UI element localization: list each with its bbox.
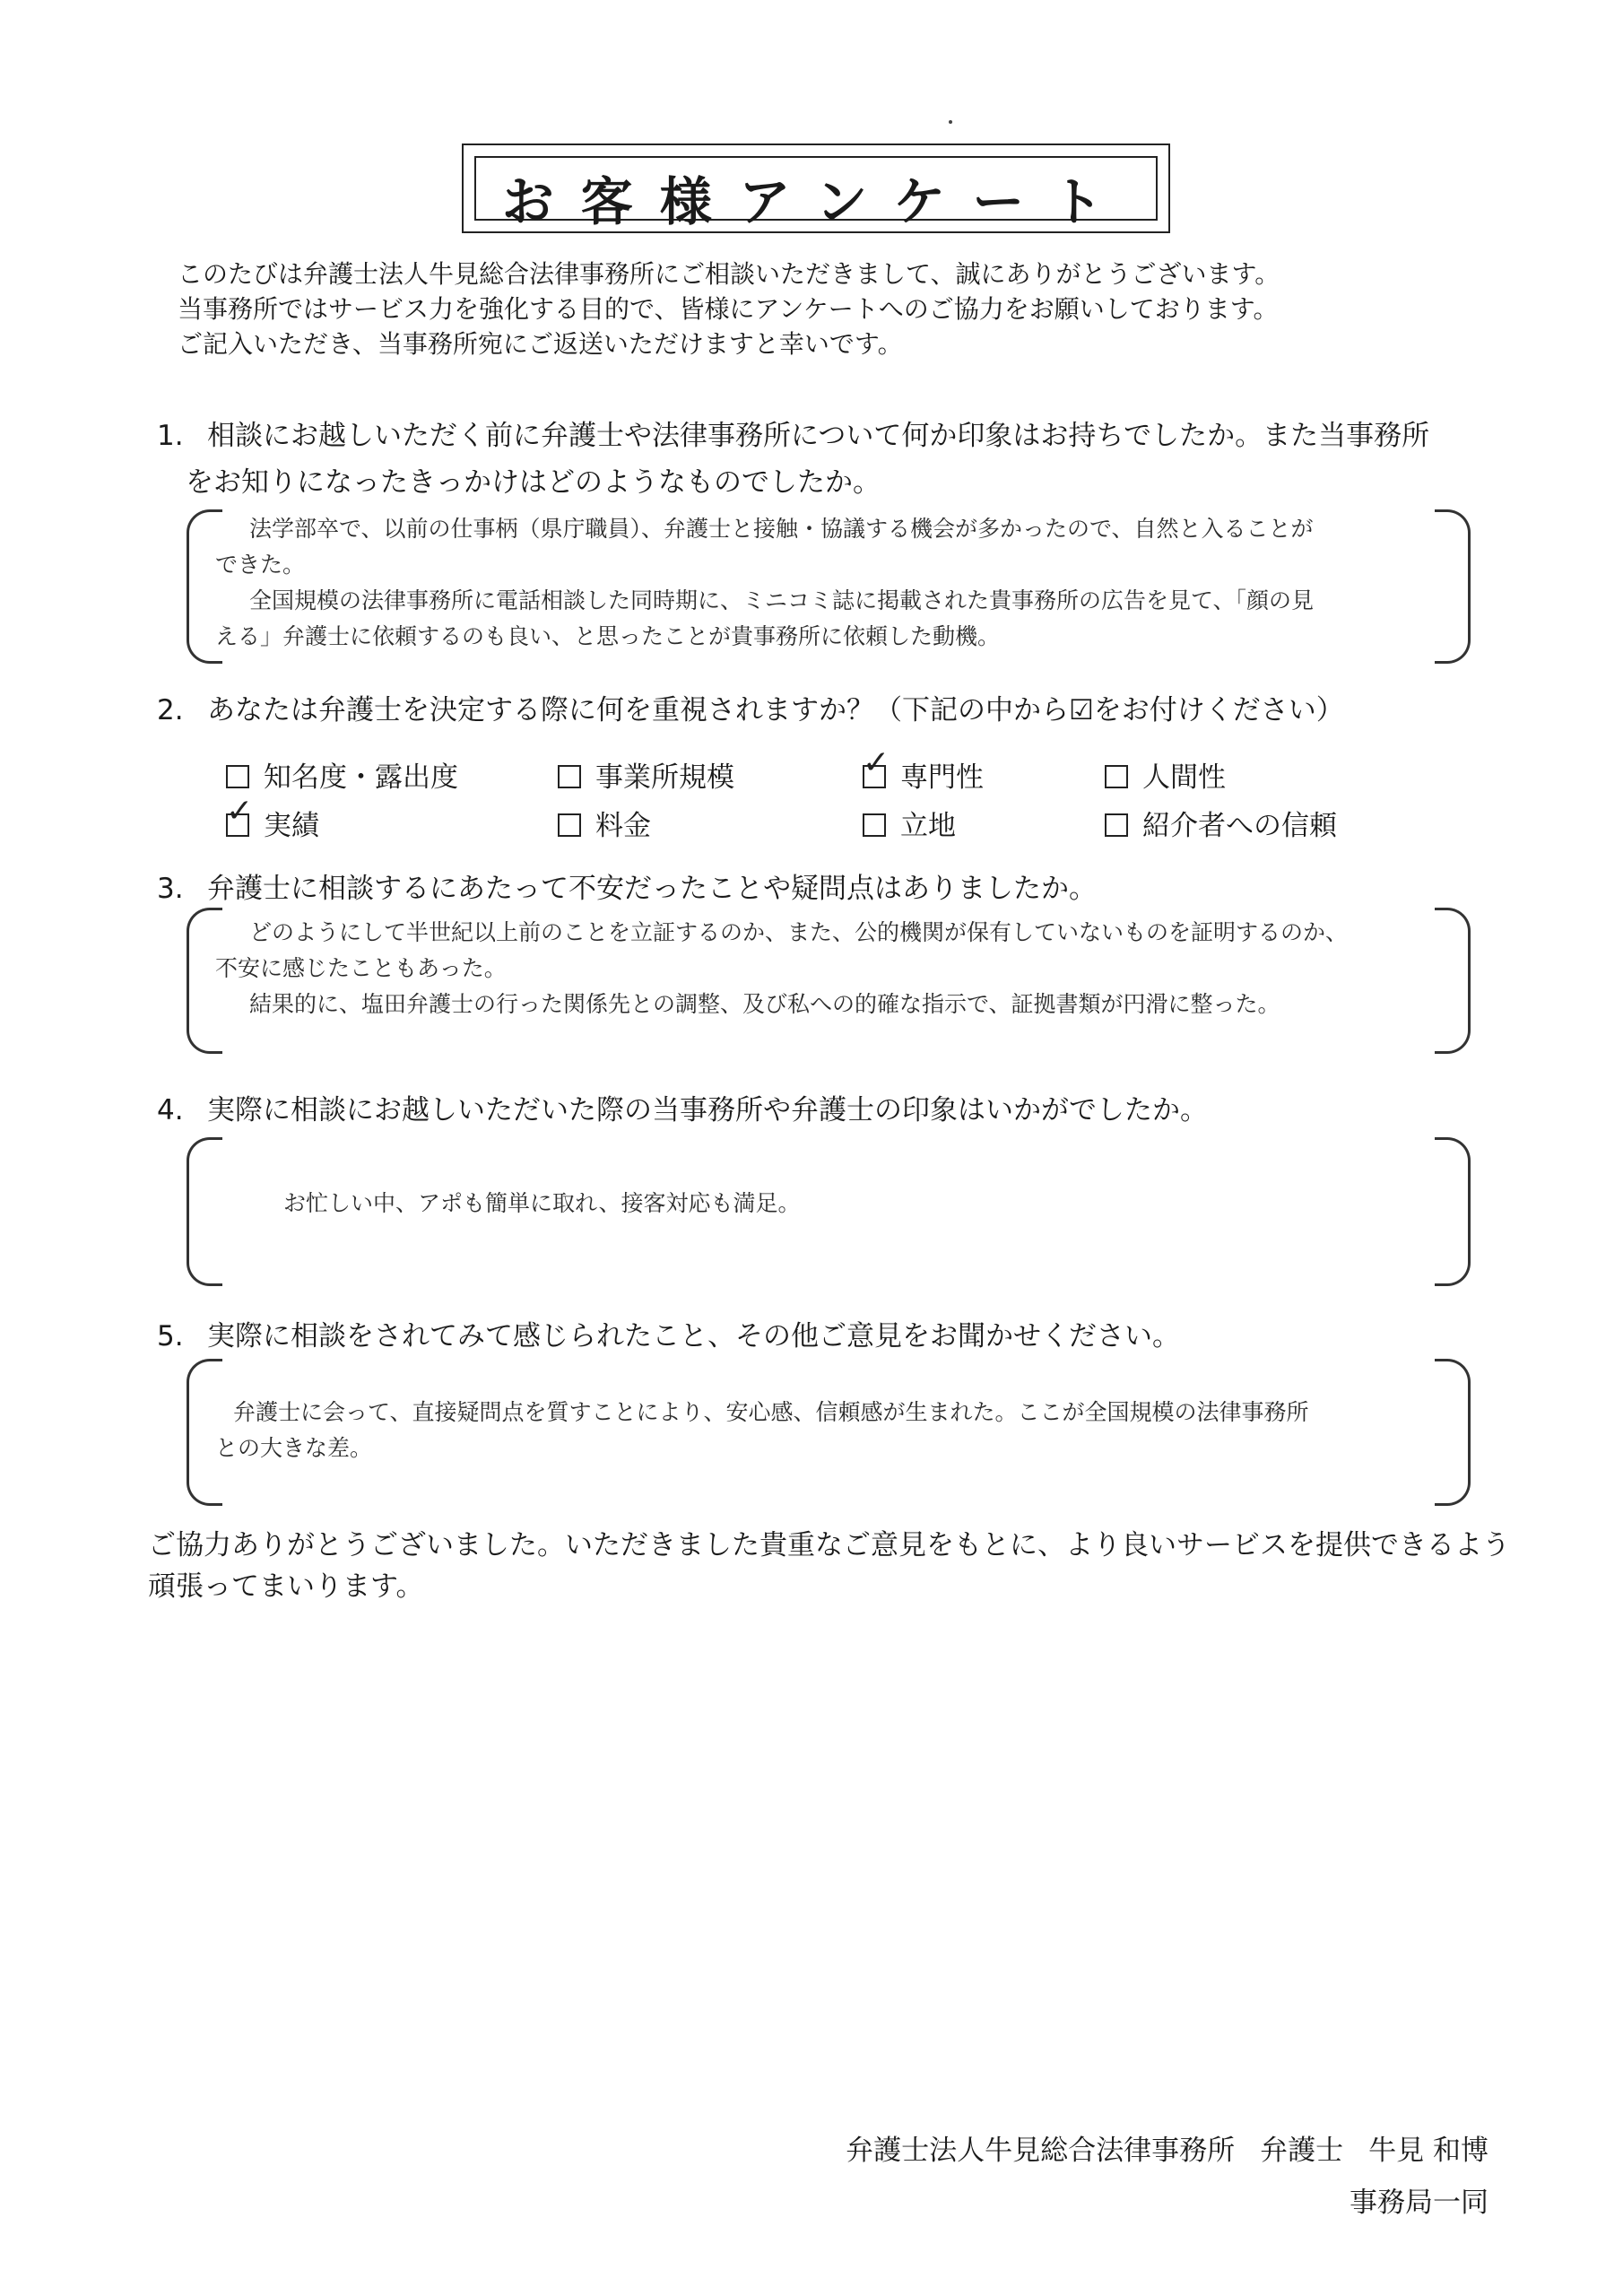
option-label: 立地	[900, 810, 956, 842]
check-icon: ✓	[863, 744, 890, 781]
checkbox[interactable]	[1105, 813, 1128, 837]
question-text: あなたは弁護士を決定する際に何を重視されますか？（下記の中から☑をお付けください）	[207, 694, 1344, 726]
answer-4	[215, 1186, 801, 1222]
signature-line	[846, 2127, 1488, 2168]
question-text-cont: をお知りになったきっかけはどのようなものでしたか。	[186, 466, 881, 499]
option-label: 知名度・露出度	[264, 761, 458, 794]
answer-line: 結果的に、塩田弁護士の行った関係先との調整、及び私への的確な指示で、証拠書類が円滑に整った。	[249, 991, 1280, 1017]
answer-line: 弁護士に会って、直接疑問点を質すことにより、安心感、信頼感が生まれた。ここが全国規模の法律事務所	[233, 1399, 1309, 1425]
answer-line: 不安に感じたこともあった。	[215, 955, 507, 981]
question-5	[157, 1313, 1180, 1360]
intro-line: 当事務所ではサービス力を強化する目的で、皆様にアンケートへのご協力をお願いしております。	[178, 294, 1279, 324]
question-number: 3.	[157, 873, 184, 905]
checkbox[interactable]	[1105, 765, 1128, 788]
option-item[interactable]	[1105, 802, 1337, 850]
option-label: 事業所規模	[595, 761, 734, 794]
option-item[interactable]	[226, 792, 319, 850]
option-item[interactable]	[863, 744, 984, 802]
firm-name: 弁護士法人牛見総合法律事務所	[846, 2135, 1236, 2167]
answer-bracket-right	[1435, 908, 1471, 1054]
option-item[interactable]	[226, 753, 458, 802]
option-label: 専門性	[900, 761, 984, 794]
answer-line: 法学部卒で、以前の仕事柄（県庁職員）、弁護士と接触・協議する機会が多かったので、自然と入ることが	[249, 516, 1314, 542]
intro-line: ご記入いただき、当事務所宛にご返送いただけますと幸いです。	[178, 329, 903, 359]
option-label: 実績	[264, 810, 319, 842]
answer-bracket-right	[1435, 1359, 1471, 1506]
question-number: 5.	[157, 1320, 184, 1352]
check-icon: ✓	[226, 792, 254, 830]
question-text: 実際に相談にお越しいただいた際の当事務所や弁護士の印象はいかがでしたか。	[207, 1094, 1208, 1126]
question-1	[157, 413, 1429, 506]
checkbox[interactable]	[558, 765, 581, 788]
option-item[interactable]	[863, 802, 956, 850]
answer-bracket-right	[1435, 1137, 1471, 1286]
checkbox-checked[interactable]	[863, 744, 890, 788]
answer-bracket-right	[1435, 509, 1471, 664]
option-label: 料金	[595, 810, 651, 842]
option-grid	[226, 744, 1445, 850]
answer-5	[215, 1395, 1309, 1466]
intro-paragraph	[178, 257, 1451, 361]
option-label: 紹介者への信頼	[1142, 810, 1337, 842]
option-item[interactable]	[1105, 753, 1226, 802]
answer-line: 全国規模の法律事務所に電話相談した同時期に、ミニコミ誌に掲載された貴事務所の広告を見て、「顔の見	[249, 587, 1315, 613]
title-box	[462, 144, 1170, 233]
question-number: 4.	[157, 1094, 184, 1126]
answer-line: どのようにして半世紀以上前のことを立証するのか、また、公的機関が保有していないものを証明するのか、	[249, 919, 1349, 945]
checkbox[interactable]	[558, 813, 581, 837]
question-4	[157, 1087, 1208, 1134]
answer-line: える」弁護士に依頼するのも良い、と思ったことが貴事務所に依頼した動機。	[215, 623, 1001, 649]
question-2	[157, 687, 1344, 734]
option-row	[226, 792, 1445, 850]
answer-line: お忙しい中、アポも簡単に取れ、接客対応も満足。	[283, 1190, 801, 1216]
closing-line: ご協力ありがとうございました。いただきました貴重なご意見をもとに、より良いサービスを提供できるよう	[148, 1529, 1510, 1561]
question-number: 2.	[157, 694, 184, 726]
answer-line: との大きな差。	[215, 1435, 373, 1461]
checkbox-checked[interactable]	[226, 792, 254, 837]
lawyer-role: 弁護士	[1260, 2135, 1344, 2167]
checkbox[interactable]	[226, 765, 249, 788]
question-number: 1.	[157, 420, 184, 452]
scan-dot	[949, 120, 952, 124]
answer-line: できた。	[215, 552, 306, 578]
closing-line: 頑張ってまいります。	[148, 1570, 424, 1603]
intro-line: このたびは弁護士法人牛見総合法律事務所にご相談いただきまして、誠にありがとうございます。	[178, 259, 1280, 289]
question-text: 弁護士に相談するにあたって不安だったことや疑問点はありましたか。	[207, 873, 1097, 905]
page-title: お客様アンケート	[501, 171, 1131, 232]
lawyer-name: 牛見 和博	[1368, 2135, 1488, 2167]
question-3	[157, 865, 1097, 912]
answer-1	[215, 511, 1314, 655]
question-text: 相談にお越しいただく前に弁護士や法律事務所について何か印象はお持ちでしたか。また当事務所	[207, 420, 1430, 452]
option-item[interactable]	[558, 802, 651, 850]
option-row	[226, 744, 1445, 802]
closing-message	[148, 1525, 1510, 1607]
question-text: 実際に相談をされてみて感じられたこと、その他ご意見をお聞かせください。	[207, 1320, 1180, 1352]
answer-3	[215, 915, 1348, 1022]
option-item[interactable]	[558, 753, 734, 802]
option-label: 人間性	[1142, 761, 1226, 794]
office-signature: 事務局一同	[1350, 2187, 1488, 2219]
checkbox[interactable]	[863, 813, 886, 837]
